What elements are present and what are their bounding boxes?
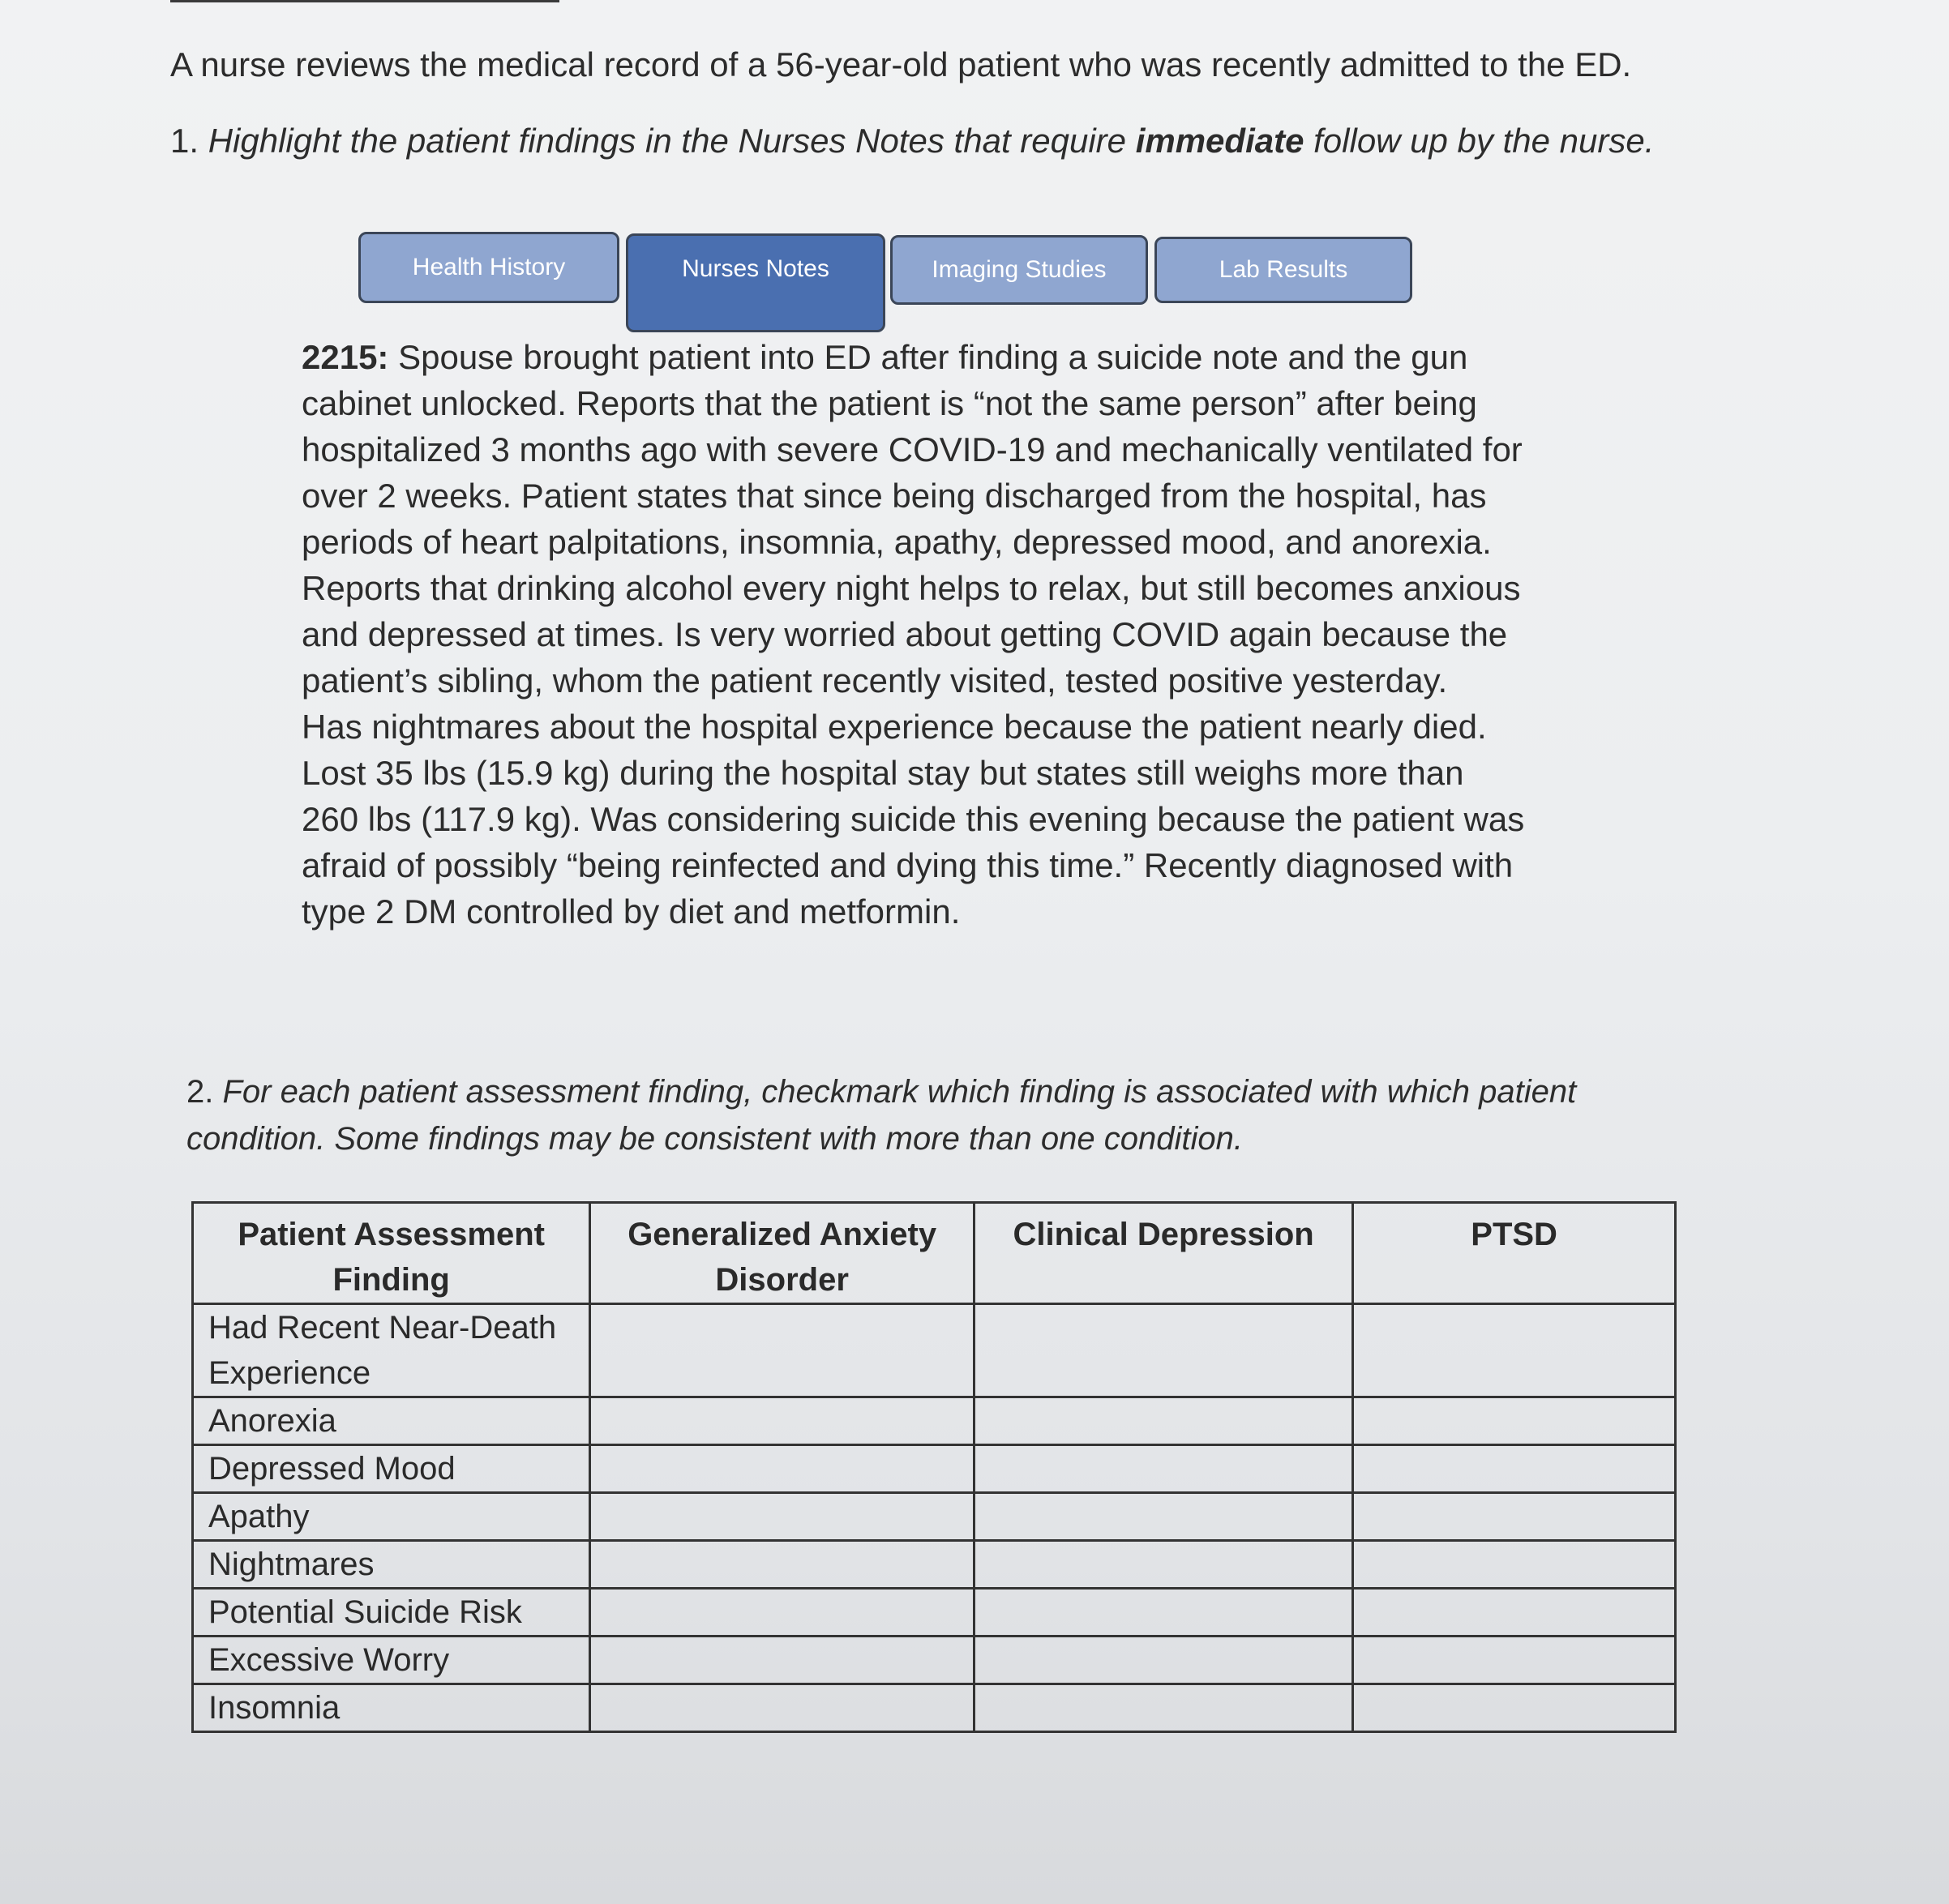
notes-line[interactable] [302,334,1566,380]
table-row [193,1397,1676,1445]
notes-line[interactable]: patient’s sibling, whom the patient recently visited, tested positive yesterday. [302,661,1448,700]
finding-label: Anorexia [193,1397,590,1445]
gad-checkbox-cell[interactable] [590,1589,974,1637]
tab-nurses-notes[interactable]: Nurses Notes [626,233,885,332]
notes-line-text[interactable]: Spouse brought patient into ED after finding a suicide note and the gun [398,338,1468,376]
table-header-row [193,1203,1676,1304]
table-row [193,1493,1676,1541]
scenario-intro: A nurse reviews the medical record of a 56-year-old patient who was recently admitted to the ED. [170,45,1632,83]
finding-label: Depressed Mood [193,1445,590,1493]
notes-line[interactable]: type 2 DM controlled by diet and metformin. [302,892,961,931]
header-ptsd: PTSD [1353,1203,1676,1304]
finding-label: Excessive Worry [193,1637,590,1684]
ptsd-checkbox-cell[interactable] [1353,1493,1676,1541]
depression-checkbox-cell[interactable] [974,1493,1352,1541]
tab-health-history[interactable]: Health History [358,232,619,303]
notes-line[interactable]: afraid of possibly “being reinfected and dying this time.” Recently diagnosed with [302,846,1514,884]
gad-checkbox-cell[interactable] [590,1304,974,1397]
gad-checkbox-cell[interactable] [590,1397,974,1445]
gad-checkbox-cell[interactable] [590,1493,974,1541]
table-row [193,1304,1676,1397]
notes-line[interactable]: 260 lbs (117.9 kg). Was considering suicide this evening because the patient was [302,800,1525,838]
ptsd-checkbox-cell[interactable] [1353,1589,1676,1637]
question-1-number: 1. [170,122,199,160]
finding-label: Insomnia [193,1684,590,1732]
tab-imaging-studies[interactable]: Imaging Studies [890,235,1148,305]
finding-label: Potential Suicide Risk [193,1589,590,1637]
tab-lab-results[interactable]: Lab Results [1154,237,1412,303]
finding-label: Had Recent Near-Death Experience [193,1304,590,1397]
depression-checkbox-cell[interactable] [974,1541,1352,1589]
depression-checkbox-cell[interactable] [974,1304,1352,1397]
header-generalized-anxiety: Generalized Anxiety Disorder [590,1203,974,1304]
nurses-notes-content [302,334,1566,935]
header-clinical-depression: Clinical Depression [974,1203,1352,1304]
depression-checkbox-cell[interactable] [974,1589,1352,1637]
notes-line[interactable]: cabinet unlocked. Reports that the patient is “not the same person” after being [302,384,1477,422]
table-row [193,1684,1676,1732]
table-row [193,1445,1676,1493]
depression-checkbox-cell[interactable] [974,1445,1352,1493]
notes-line[interactable]: and depressed at times. Is very worried about getting COVID again because the [302,615,1508,653]
gad-checkbox-cell[interactable] [590,1684,974,1732]
ptsd-checkbox-cell[interactable] [1353,1541,1676,1589]
finding-label: Apathy [193,1493,590,1541]
notes-timestamp: 2215: [302,338,389,376]
findings-table [191,1201,1677,1733]
depression-checkbox-cell[interactable] [974,1637,1352,1684]
gad-checkbox-cell[interactable] [590,1541,974,1589]
ptsd-checkbox-cell[interactable] [1353,1445,1676,1493]
question-2-text: For each patient assessment finding, checkmark which finding is associated with which patient condition. Some findings may be consistent with more than one condition. [186,1074,1577,1157]
ptsd-checkbox-cell[interactable] [1353,1397,1676,1445]
notes-line[interactable]: over 2 weeks. Patient states that since being discharged from the hospital, has [302,477,1487,515]
question-1 [170,117,1654,165]
table-row [193,1589,1676,1637]
notes-line[interactable]: hospitalized 3 months ago with severe COVID-19 and mechanically ventilated for [302,430,1523,469]
table-row [193,1541,1676,1589]
notes-line[interactable]: periods of heart palpitations, insomnia, apathy, depressed mood, and anorexia. [302,523,1492,561]
notes-line[interactable]: Lost 35 lbs (15.9 kg) during the hospital stay but states still weighs more than [302,754,1464,792]
question-2-number: 2. [186,1074,214,1110]
header-finding: Patient Assessment Finding [193,1203,590,1304]
ptsd-checkbox-cell[interactable] [1353,1637,1676,1684]
gad-checkbox-cell[interactable] [590,1445,974,1493]
question-1-text-end: follow up by the nurse. [1313,122,1655,160]
gad-checkbox-cell[interactable] [590,1637,974,1684]
top-divider [170,0,559,2]
question-1-emphasis: immediate [1135,122,1304,160]
question-1-text: Highlight the patient findings in the Nurses Notes that require [208,122,1127,160]
finding-label: Nightmares [193,1541,590,1589]
depression-checkbox-cell[interactable] [974,1397,1352,1445]
notes-line[interactable]: Has nightmares about the hospital experience because the patient nearly died. [302,708,1487,746]
ptsd-checkbox-cell[interactable] [1353,1684,1676,1732]
notes-line[interactable]: Reports that drinking alcohol every night helps to relax, but still becomes anxious [302,569,1521,607]
ptsd-checkbox-cell[interactable] [1353,1304,1676,1397]
depression-checkbox-cell[interactable] [974,1684,1352,1732]
table-row [193,1637,1676,1684]
question-2 [186,1068,1694,1162]
